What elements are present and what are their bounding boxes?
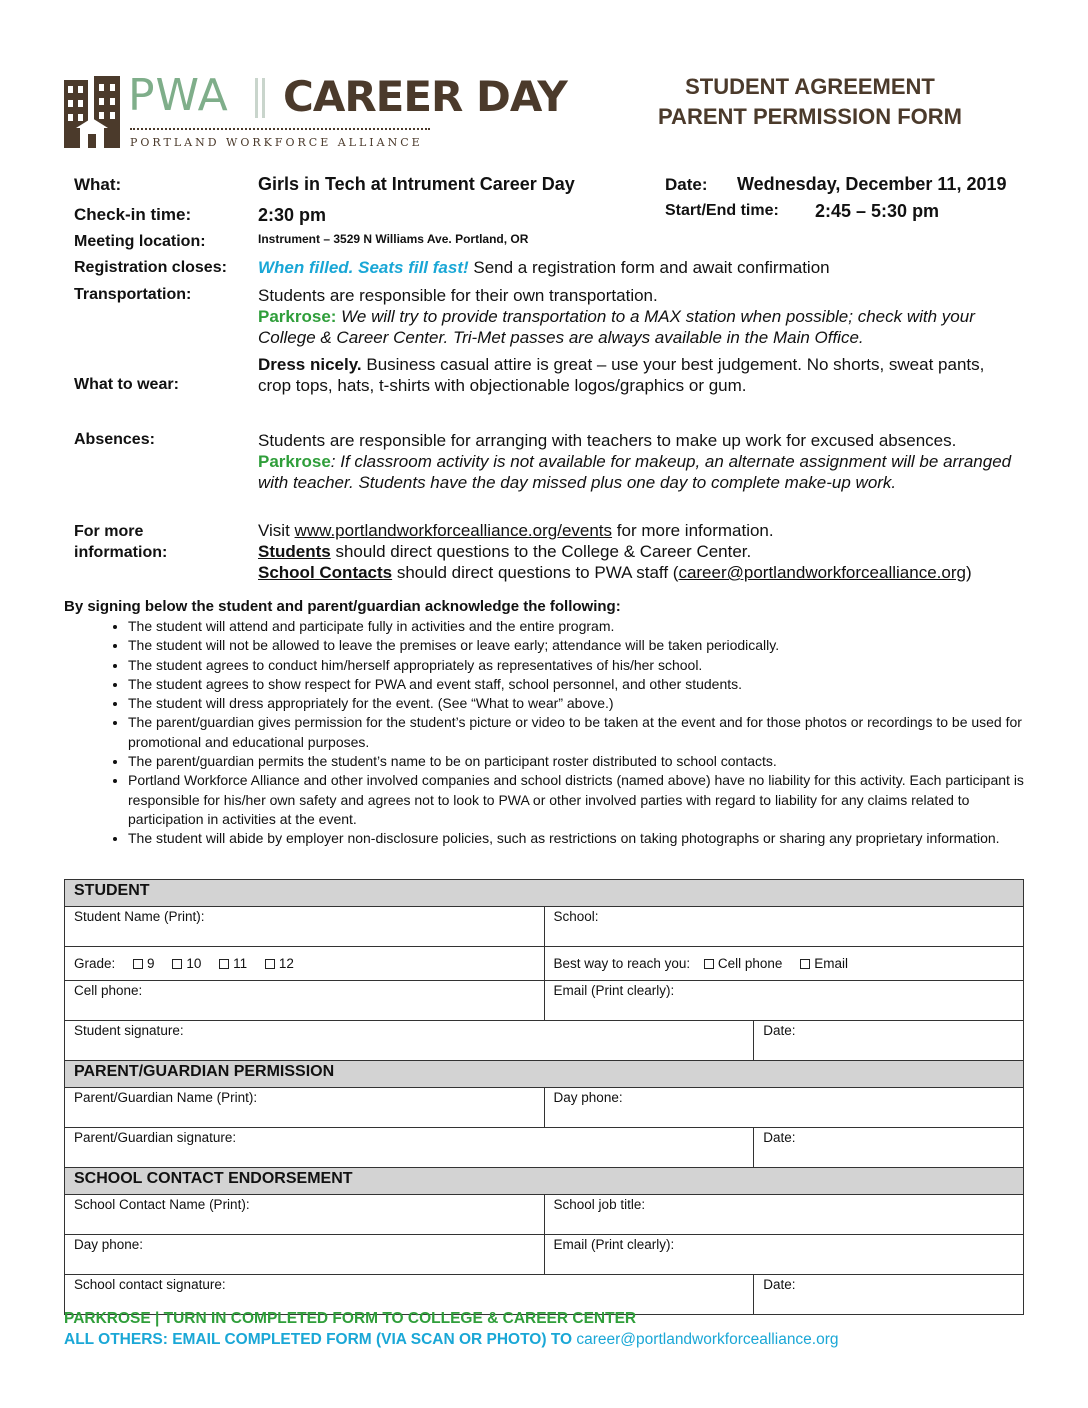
checkin-value: 2:30 pm	[258, 205, 327, 225]
form-title	[640, 72, 980, 132]
contact-signature-field[interactable]: School contact signature:	[65, 1275, 754, 1315]
more-students: Students	[258, 542, 331, 561]
more-students-rest: should direct questions to the College & Career Center.	[330, 542, 752, 561]
school-field[interactable]: School:	[544, 907, 1023, 947]
registration-label: Registration closes:	[74, 259, 227, 276]
contact-date-field[interactable]: Date:	[754, 1275, 1024, 1315]
more-visit: Visit	[258, 521, 295, 540]
absences-parkrose-text: : If classroom activity is not available for makeup, an alternate assignment will be arranged with teacher. Students have the day missed plus one day to complete make-up work.	[258, 452, 1012, 492]
startend-label: Start/End time:	[665, 202, 779, 219]
parent-name-field[interactable]: Parent/Guardian Name (Print):	[65, 1088, 545, 1128]
date-value: Wednesday, December 11, 2019	[737, 174, 1007, 194]
more-close: )	[965, 563, 972, 582]
footer-others	[64, 1331, 839, 1349]
footer-parkrose: PARKROSE | TURN IN COMPLETED FORM TO COLLEGE & CAREER CENTER	[64, 1310, 637, 1327]
grade-11-label: 11	[233, 956, 248, 971]
grade-11-checkbox[interactable]	[219, 959, 229, 969]
cell-phone-option: Cell phone	[717, 956, 783, 971]
grade-12-checkbox[interactable]	[265, 959, 275, 969]
wear-bold: Dress nicely.	[258, 355, 362, 374]
best-way-field[interactable]	[544, 947, 1023, 981]
wear-text: Business casual attire is great – use your best judgement. No shorts, sweat pants, crop tops, hats, t-shirts with objectionable logos/graphics or gum.	[258, 355, 985, 395]
parent-day-phone-field[interactable]: Day phone:	[544, 1088, 1023, 1128]
form-title-line2: PARENT PERMISSION FORM	[658, 104, 962, 129]
more-contacts: School Contacts	[258, 563, 393, 582]
grade-9-checkbox[interactable]	[133, 959, 143, 969]
more-label-2: information:	[74, 544, 168, 561]
list-item: • The student agrees to show respect for PWA and event staff, school personnel, and other students.	[128, 675, 1024, 694]
more-label-1: For more	[74, 523, 144, 540]
absences-parkrose: Parkrose	[258, 452, 331, 471]
logo-brand: PWA	[128, 70, 229, 121]
wear-value	[258, 354, 1018, 396]
acknowledge-section	[64, 598, 1024, 849]
email-option: Email	[814, 956, 848, 971]
registration-highlight: When filled. Seats fill fast!	[258, 258, 469, 277]
registration-rest: Send a registration form and await confirmation	[468, 258, 830, 277]
contact-day-phone-field[interactable]: Day phone:	[65, 1235, 545, 1275]
cell-phone-checkbox[interactable]	[704, 959, 714, 969]
list-item: • The student agrees to conduct him/herself appropriately as representatives of his/her school.	[128, 656, 1024, 675]
school-section-header: SCHOOL CONTACT ENDORSEMENT	[65, 1168, 1024, 1195]
absences-line1: Students are responsible for arranging with teachers to make up work for excused absences.	[258, 431, 957, 450]
logo-divider	[130, 128, 430, 130]
registration-value	[258, 258, 830, 278]
transport-parkrose-text: We will try to provide transportation to a MAX station when possible; check with your College & Career Center. Tri-Met passes are always available in the Main Office.	[258, 307, 975, 347]
acknowledge-list	[64, 617, 1024, 849]
what-label: What:	[74, 175, 122, 194]
contact-email-field[interactable]: Email (Print clearly):	[544, 1235, 1023, 1275]
parent-date-field[interactable]: Date:	[754, 1128, 1024, 1168]
logo-separator	[255, 78, 258, 118]
student-name-field[interactable]: Student Name (Print):	[65, 907, 545, 947]
best-way-label: Best way to reach you:	[553, 956, 691, 971]
signature-form	[64, 879, 1024, 1315]
absences-value	[258, 430, 1018, 493]
footer-others-text: ALL OTHERS: EMAIL COMPLETED FORM (VIA SCAN OR PHOTO) TO	[64, 1331, 577, 1348]
date-label: Date:	[665, 175, 708, 194]
more-value	[258, 520, 1028, 583]
email-checkbox[interactable]	[800, 959, 810, 969]
checkin-label: Check-in time:	[74, 205, 192, 224]
meeting-label: Meeting location:	[74, 233, 206, 250]
contact-name-field[interactable]: School Contact Name (Print):	[65, 1195, 545, 1235]
list-item: • The parent/guardian gives permission for the student’s picture or video to be taken at the event and for those photos or recordings to be used for promotional and educational purposes.	[128, 713, 1024, 752]
job-title-field[interactable]: School job title:	[544, 1195, 1023, 1235]
grade-12-label: 12	[278, 956, 294, 971]
student-section-header: STUDENT	[65, 880, 1024, 907]
acknowledge-heading: By signing below the student and parent/guardian acknowledge the following:	[64, 598, 621, 615]
list-item: • The student will abide by employer non-disclosure policies, such as restrictions on taking photographs or sharing any proprietary information.	[128, 829, 1024, 848]
career-email-link[interactable]: career@portlandworkforcealliance.org	[678, 563, 966, 582]
list-item: • The parent/guardian permits the student’s name to be on participant roster distributed to school contacts.	[128, 752, 1024, 771]
logo-separator	[262, 78, 265, 118]
more-label	[74, 521, 167, 563]
grade-9-label: 9	[147, 956, 155, 971]
more-visit-rest: for more information.	[612, 521, 774, 540]
student-date-field[interactable]: Date:	[754, 1021, 1024, 1061]
transport-label: Transportation:	[74, 286, 192, 303]
form-title-line1: STUDENT AGREEMENT	[685, 74, 935, 99]
parent-signature-field[interactable]: Parent/Guardian signature:	[65, 1128, 754, 1168]
events-link[interactable]: www.portlandworkforcealliance.org/events	[294, 521, 613, 540]
more-contacts-rest: should direct questions to PWA staff (	[392, 563, 679, 582]
meeting-value: Instrument – 3529 N Williams Ave. Portland, OR	[258, 232, 529, 246]
grade-10-label: 10	[186, 956, 202, 971]
student-signature-field[interactable]: Student signature:	[65, 1021, 754, 1061]
building-logo-icon	[64, 76, 120, 148]
list-item: • Portland Workforce Alliance and other involved companies and school districts (named above) have no liability for this activity. Each participant is responsible for his/her own safety and agrees not to look to PWA or other involved parties with regard to liability for any claims related to participation in activities at the event.	[128, 771, 1024, 829]
logo-subtitle: PORTLAND WORKFORCE ALLIANCE	[130, 136, 423, 149]
logo-title: CAREER DAY	[283, 72, 567, 121]
email-field[interactable]: Email (Print clearly):	[544, 981, 1023, 1021]
cell-phone-field[interactable]: Cell phone:	[65, 981, 545, 1021]
list-item: • The student will dress appropriately for the event. (See “What to wear” above.)	[128, 694, 1024, 713]
grade-10-checkbox[interactable]	[172, 959, 182, 969]
wear-label: What to wear:	[74, 376, 179, 393]
grade-field[interactable]	[65, 947, 545, 981]
absences-label: Absences:	[74, 431, 155, 448]
transport-line1: Students are responsible for their own transportation.	[258, 286, 658, 305]
parent-section-header: PARENT/GUARDIAN PERMISSION	[65, 1061, 1024, 1088]
what-value: Girls in Tech at Intrument Career Day	[258, 174, 575, 194]
list-item: • The student will not be allowed to leave the premises or leave early; attendance will be taken periodically.	[128, 636, 1024, 655]
grade-label: Grade:	[74, 956, 116, 971]
footer-email-link[interactable]: career@portlandworkforcealliance.org	[576, 1331, 839, 1348]
transport-parkrose: Parkrose:	[258, 307, 337, 326]
startend-value: 2:45 – 5:30 pm	[815, 201, 940, 221]
transport-value	[258, 285, 1018, 348]
list-item: • The student will attend and participate fully in activities and the entire program.	[128, 617, 1024, 636]
